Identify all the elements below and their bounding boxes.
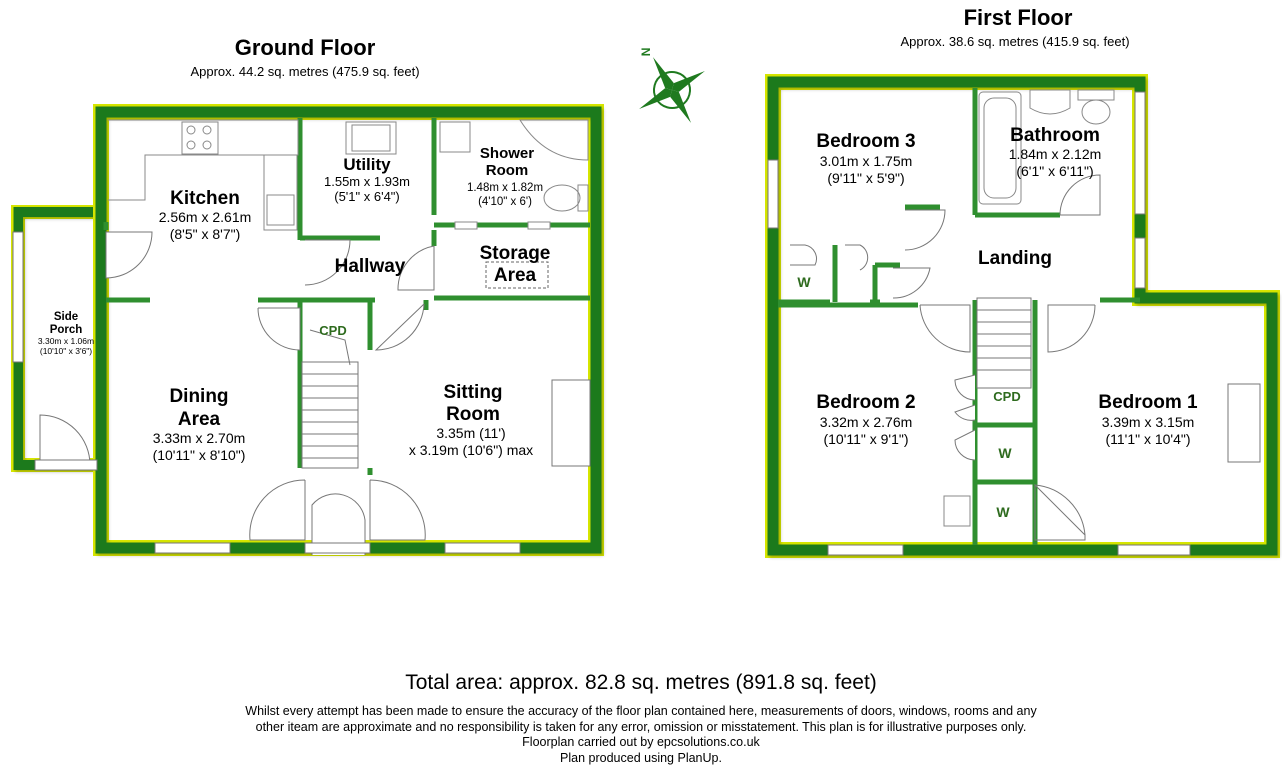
wardrobe-label-bedroom1: W — [996, 504, 1010, 520]
storage-area-label-1: Storage — [479, 243, 551, 264]
total-area: Total area: approx. 82.8 sq. metres (891.8 sq. feet) — [405, 671, 877, 694]
ground-floor-area: Approx. 44.2 sq. metres (475.9 sq. feet) — [190, 64, 420, 79]
bedroom1-chimney-breast — [1228, 384, 1260, 462]
bathroom-label: Bathroom — [1010, 125, 1100, 146]
bedroom3-dim-ft: (9'11" x 5'9") — [827, 170, 905, 186]
bedroom2-dim-ft: (10'11" x 9'1") — [823, 431, 909, 447]
utility-label: Utility — [343, 155, 391, 174]
bedroom3-label: Bedroom 3 — [816, 131, 916, 152]
bathroom-dim-m: 1.84m x 2.12m — [1008, 146, 1102, 162]
sitting-room-dim-ft: x 3.19m (10'6") max — [408, 442, 534, 458]
first-floor-title: First Floor — [963, 5, 1073, 30]
shower-room-label-1: Shower — [479, 145, 535, 162]
bedroom1-dim-m: 3.39m x 3.15m — [1101, 414, 1195, 430]
bedroom1-label: Bedroom 1 — [1098, 392, 1198, 413]
kitchen-dim-ft: (8'5" x 8'7") — [169, 226, 241, 242]
wardrobe-label-bedroom3: W — [797, 274, 811, 290]
dining-area-label-1: Dining — [169, 386, 229, 407]
sitting-room-label-1: Sitting — [443, 382, 503, 403]
hallway-label: Hallway — [334, 256, 406, 277]
ground-floor-title: Ground Floor — [234, 35, 376, 60]
disclaimer-line-1: Whilst every attempt has been made to ensure the accuracy of the floor plan contained here, measurements of doors, windows, rooms and any — [245, 704, 1037, 718]
sitting-room-dim-m: 3.35m (11') — [436, 425, 506, 441]
ground-floor-stairs — [302, 330, 358, 468]
dining-area-dim-m: 3.33m x 2.70m — [152, 430, 246, 446]
compass-rose — [612, 25, 723, 142]
side-porch-dim-ft: (10'10" x 3'6") — [39, 346, 93, 356]
first-floor-stairs — [977, 298, 1031, 388]
ground-floor-plan — [13, 112, 596, 555]
shower-room-label-2: Room — [485, 162, 529, 179]
disclaimer-line-2: other iteam are approximate and no responsibility is taken for any error, omission or misstatement. This plan is for illustrative purposes only. — [255, 719, 1027, 734]
kitchen-dim-m: 2.56m x 2.61m — [158, 209, 252, 225]
storage-area-label-2: Area — [493, 265, 537, 286]
utility-sink — [346, 122, 396, 154]
shower-room-dim-ft: (4'10" x 6') — [478, 196, 532, 208]
bathroom-dim-ft: (6'1" x 6'11") — [1016, 163, 1094, 179]
disclaimer-line-3: Floorplan carried out by epcsolutions.co.uk — [522, 735, 760, 749]
bedroom2-basin — [944, 496, 970, 526]
side-porch-label-1: Side — [53, 311, 79, 323]
ground-cupboard-label: CPD — [319, 323, 347, 338]
bedroom3-dim-m: 3.01m x 1.75m — [819, 153, 913, 169]
sitting-room-label-2: Room — [446, 404, 500, 425]
bedroom1-dim-ft: (11'1" x 10'4") — [1105, 431, 1191, 447]
sitting-room-chimney-breast — [552, 380, 590, 466]
shower-room-dim-m: 1.48m x 1.82m — [466, 182, 544, 194]
bedroom2-dim-m: 3.32m x 2.76m — [819, 414, 913, 430]
first-floor-doors — [790, 175, 1100, 540]
side-porch-dim-m: 3.30m x 1.06m — [37, 336, 95, 346]
disclaimer-line-4: Plan produced using PlanUp. — [560, 750, 722, 765]
bedroom2-label: Bedroom 2 — [816, 392, 916, 413]
first-cupboard-label: CPD — [993, 389, 1021, 404]
landing-label: Landing — [978, 248, 1052, 269]
first-floor-plan — [768, 82, 1272, 555]
side-porch-label-2: Porch — [49, 324, 83, 336]
dining-area-dim-ft: (10'11" x 8'10") — [152, 447, 246, 463]
compass-north-label: N — [639, 47, 653, 57]
utility-dim-m: 1.55m x 1.93m — [324, 174, 410, 189]
disclaimer — [0, 704, 1282, 766]
utility-dim-ft: (5'1" x 6'4") — [334, 189, 400, 204]
dining-area-label-2: Area — [177, 409, 221, 430]
first-floor-area: Approx. 38.6 sq. metres (415.9 sq. feet) — [900, 34, 1130, 49]
kitchen-label: Kitchen — [170, 188, 240, 209]
wardrobe-label-bedroom2: W — [998, 445, 1012, 461]
